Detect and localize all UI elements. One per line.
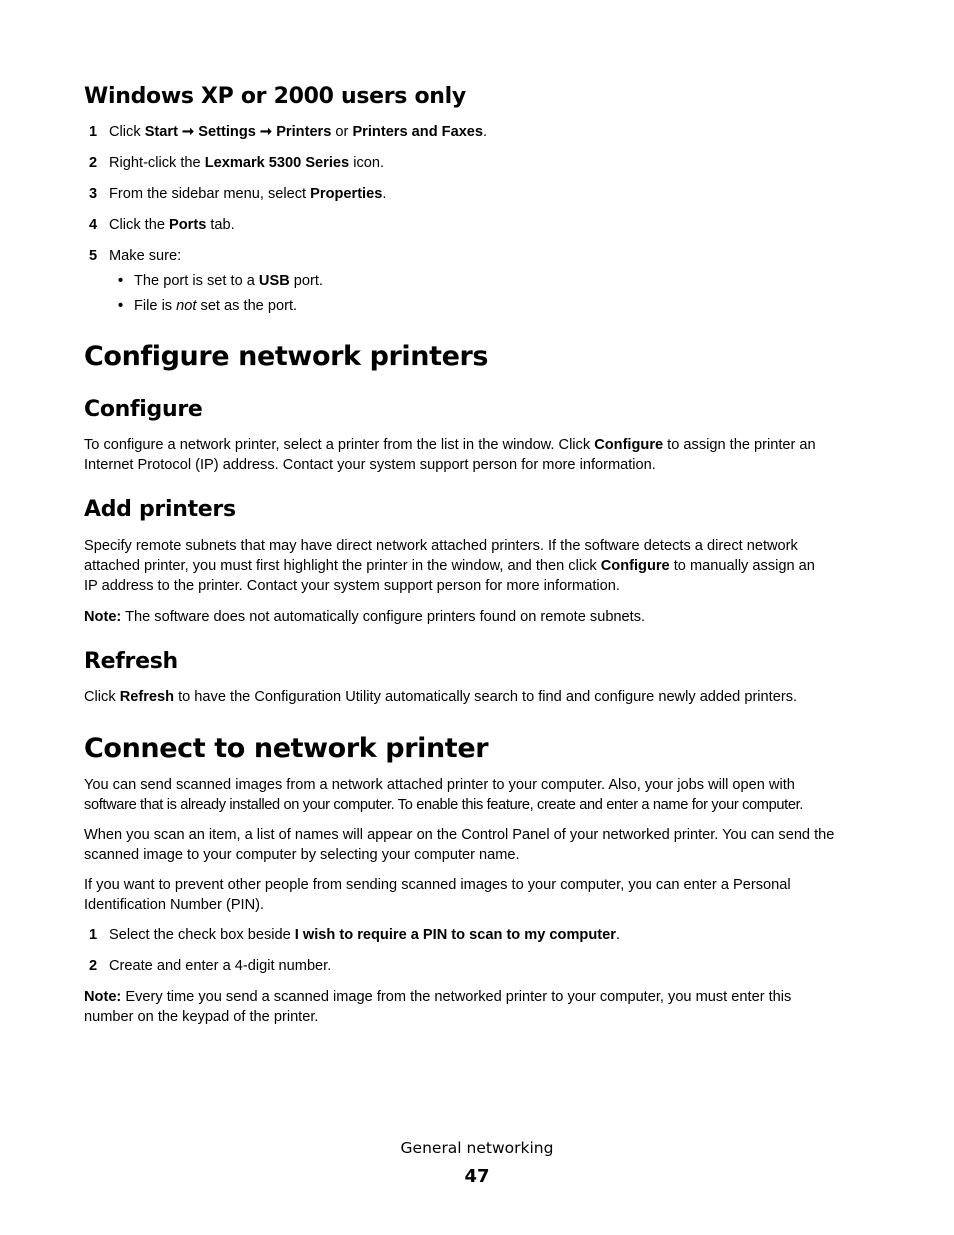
- configure-paragraph: To configure a network printer, select a printer from the list in the window. Click Configure to assign the printer an Internet Protocol (IP) address. Contact your system support person for more information.: [84, 437, 816, 473]
- footer-section-title: General networking: [400, 1139, 554, 1157]
- step-number: 2: [89, 958, 98, 974]
- refresh-paragraph: Click Refresh to have the Configuration Utility automatically search to find and configure newly added printers.: [84, 689, 798, 705]
- heading-windows: Windows XP or 2000 users only: [84, 84, 466, 109]
- step-text: Make sure:: [109, 248, 182, 264]
- step-text: Right-click the Lexmark 5300 Series icon.: [109, 155, 385, 171]
- bullet-text: File is not set as the port.: [134, 298, 298, 314]
- connect-paragraph-3: If you want to prevent other people from sending scanned images to your computer, you can enter a Personal Identification Number (PIN).: [84, 877, 791, 913]
- heading-add-printers: Add printers: [84, 497, 236, 522]
- heading-connect: Connect to network printer: [84, 733, 489, 764]
- step-number: 5: [89, 248, 98, 264]
- step-number: 2: [89, 155, 98, 171]
- step-number: 1: [89, 124, 98, 140]
- heading-configure-network: Configure network printers: [84, 341, 489, 372]
- bullet-text: The port is set to a USB port.: [134, 273, 323, 289]
- step-text: Click Start ➞ Settings ➞ Printers or Printers and Faxes.: [109, 124, 488, 140]
- step-text: From the sidebar menu, select Properties.: [109, 186, 387, 202]
- connect-paragraph-1: You can send scanned images from a network attached printer to your computer. Also, your jobs will open with software that is already installed on your computer. To enable this feature, create and enter a name for your computer.: [84, 777, 804, 813]
- step-number: 4: [89, 217, 98, 233]
- connect-note: Note: Every time you send a scanned image from the networked printer to your computer, you must enter this number on the keypad of the printer.: [84, 989, 792, 1025]
- heading-refresh: Refresh: [84, 649, 178, 674]
- bullet-dot: •: [118, 298, 124, 314]
- step-text: Click the Ports tab.: [109, 217, 235, 233]
- step-text: Create and enter a 4-digit number.: [109, 958, 332, 974]
- add-printers-note: Note: The software does not automatically configure printers found on remote subnets.: [84, 609, 646, 625]
- step-text: Select the check box beside I wish to require a PIN to scan to my computer.: [109, 927, 620, 943]
- heading-configure: Configure: [84, 397, 203, 422]
- connect-paragraph-2: When you scan an item, a list of names will appear on the Control Panel of your networked printer. You can send the scanned image to your computer by selecting your computer name.: [84, 827, 835, 863]
- step-number: 1: [89, 927, 98, 943]
- page-number: 47: [464, 1166, 490, 1187]
- step-number: 3: [89, 186, 98, 202]
- bullet-dot: •: [118, 273, 124, 289]
- add-printers-paragraph: Specify remote subnets that may have direct network attached printers. If the software detects a direct network attached printer, you must first highlight the printer in the window, and then click Configure to manually assign an IP address to the printer. Contact your system support person for more information.: [84, 538, 815, 594]
